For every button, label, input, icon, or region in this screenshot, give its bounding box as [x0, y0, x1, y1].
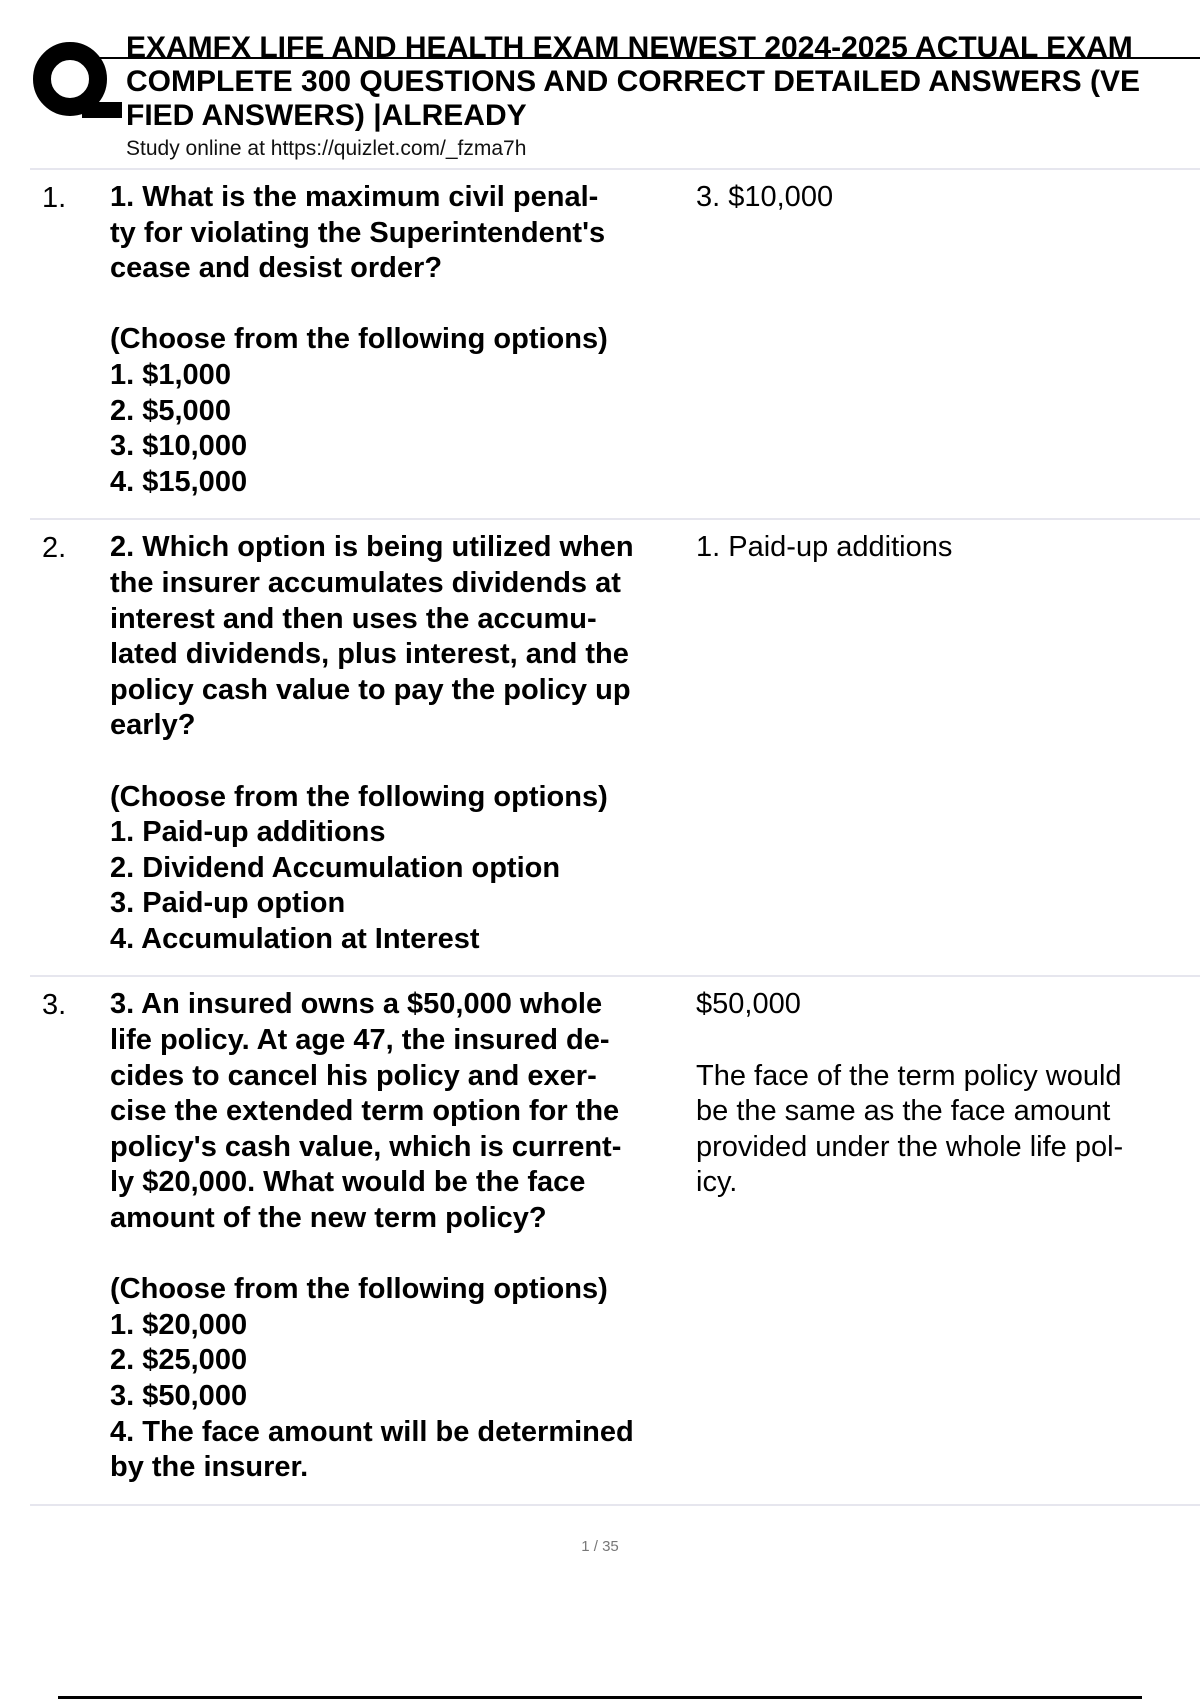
card-question — [110, 530, 720, 957]
options-intro: (Choose from the following options) — [110, 323, 608, 356]
question-text: 3. An insured owns a $50,000 whole life policy. At age 47, the insured de- cides to cancel his policy and exer- cise the extended term option for the policy's cash value, which is current- ly $20,000. What would be the face amount of the new term policy? — [110, 988, 622, 1235]
question-text: 1. What is the maximum civil penal- ty for violating the Superintendent's cease and desist order? — [110, 181, 606, 285]
footer-rule — [58, 1696, 1142, 1699]
option-item: 4. $15,000 — [110, 465, 248, 498]
card-number: 2. — [42, 532, 67, 565]
document-title-line-3: FIED ANSWERS) |ALREADY — [126, 99, 527, 132]
card-answer: 3. $10,000 — [696, 181, 834, 213]
option-item: 2. $25,000 — [110, 1344, 248, 1377]
options-intro: (Choose from the following options) — [110, 780, 608, 813]
card-number: 3. — [42, 989, 67, 1022]
option-item: 2. $5,000 — [110, 394, 231, 427]
option-item: 1. $1,000 — [110, 358, 231, 391]
option-item: 1. Paid-up additions — [110, 816, 386, 849]
option-item: 4. Accumulation at Interest — [110, 922, 480, 955]
options-intro: (Choose from the following options) — [110, 1273, 608, 1306]
option-item: 3. $10,000 — [110, 430, 248, 463]
card-question — [110, 180, 720, 500]
option-item: 1. $20,000 — [110, 1308, 248, 1341]
flashcard-row — [30, 170, 1200, 520]
flashcard-row — [30, 977, 1200, 1505]
card-answer: $50,000 The face of the term policy would be the same as the face amount provided under the whole life pol- icy. — [696, 988, 1124, 1199]
flashcard-list — [30, 170, 1200, 1506]
option-item: 4. The face amount will be determined by the insurer. — [110, 1415, 634, 1484]
document-title-line-2: COMPLETE 300 QUESTIONS AND CORRECT DETAILED ANSWERS (VE — [126, 65, 1140, 98]
card-number: 1. — [42, 182, 67, 214]
study-online-link[interactable]: Study online at https://quizlet.com/_fzma7h — [126, 137, 527, 160]
question-text: 2. Which option is being utilized when the insurer accumulates dividends at interest and then uses the accumu- lated dividends, plus interest, and the policy cash value to pay the policy up early? — [110, 531, 634, 742]
quizlet-q-logo-icon — [30, 34, 140, 144]
card-answer: 1. Paid-up additions — [696, 531, 953, 564]
option-item: 2. Dividend Accumulation option — [110, 851, 561, 884]
document-header — [30, 30, 1200, 166]
page-indicator: 1 / 35 — [581, 1538, 619, 1555]
option-item: 3. Paid-up option — [110, 887, 346, 920]
flashcard-row — [30, 520, 1200, 977]
card-question — [110, 987, 720, 1485]
document-title-line-1: EXAMFX LIFE AND HEALTH EXAM NEWEST 2024-2025 ACTUAL EXAM — [126, 31, 1133, 64]
option-item: 3. $50,000 — [110, 1380, 248, 1412]
